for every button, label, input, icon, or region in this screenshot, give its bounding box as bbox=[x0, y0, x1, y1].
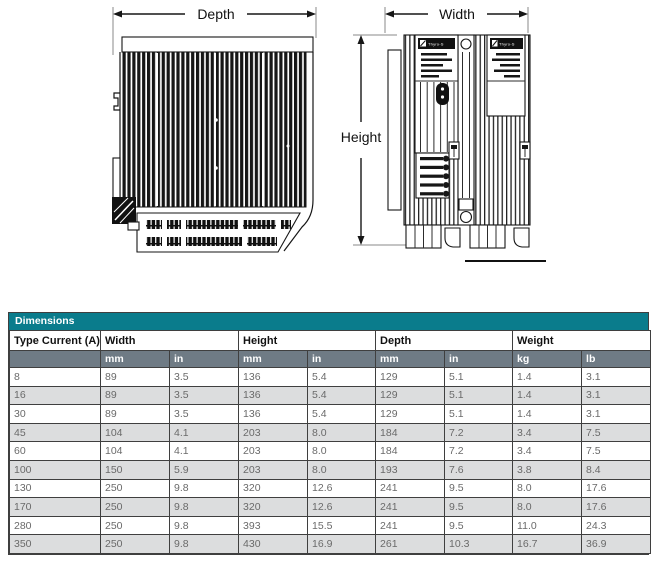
table-cell: 104 bbox=[101, 423, 170, 442]
foot-tab bbox=[445, 228, 460, 247]
unit-header: in bbox=[170, 351, 239, 368]
table-body bbox=[10, 368, 651, 554]
dimensions-table bbox=[8, 312, 649, 555]
table-cell: 136 bbox=[239, 405, 308, 424]
row-header-cell: 350 bbox=[10, 535, 101, 554]
arrow-down-icon bbox=[358, 236, 365, 245]
nameplate-label: Thyro-S bbox=[428, 41, 444, 47]
table-cell: 89 bbox=[101, 368, 170, 387]
table-cell: 9.5 bbox=[445, 479, 513, 498]
table-cell: 1.4 bbox=[513, 368, 582, 387]
table-cell: 320 bbox=[239, 479, 308, 498]
row-header-cell: 170 bbox=[10, 498, 101, 517]
terminal-block bbox=[186, 237, 242, 246]
table-cell: 11.0 bbox=[513, 516, 582, 535]
table-cell: 16.7 bbox=[513, 535, 582, 554]
table-cell: 250 bbox=[101, 498, 170, 517]
terminal-panel bbox=[137, 213, 300, 252]
table-cell: 241 bbox=[376, 479, 445, 498]
table-cell: 4.1 bbox=[170, 423, 239, 442]
unit-header: in bbox=[308, 351, 376, 368]
table-cell: 9.5 bbox=[445, 516, 513, 535]
table-cell: 5.9 bbox=[170, 460, 239, 479]
table-cell: 4.1 bbox=[170, 442, 239, 461]
screw-hole bbox=[214, 118, 218, 122]
table-row bbox=[10, 386, 651, 405]
table-cell: 129 bbox=[376, 405, 445, 424]
table-cell: 7.2 bbox=[445, 442, 513, 461]
table-cell: 89 bbox=[101, 386, 170, 405]
table-cell: 3.1 bbox=[582, 386, 651, 405]
table-cell: 430 bbox=[239, 535, 308, 554]
table-cell: 3.1 bbox=[582, 405, 651, 424]
table-cell: 136 bbox=[239, 368, 308, 387]
table-cell: 8.0 bbox=[308, 423, 376, 442]
table-cell: 203 bbox=[239, 442, 308, 461]
table-cell: 89 bbox=[101, 405, 170, 424]
table-cell: 16.9 bbox=[308, 535, 376, 554]
table-row bbox=[10, 460, 651, 479]
table-cell: 250 bbox=[101, 479, 170, 498]
table-cell: 8.0 bbox=[513, 479, 582, 498]
table-cell: 5.4 bbox=[308, 386, 376, 405]
table-cell: 393 bbox=[239, 516, 308, 535]
arrow-right-icon bbox=[519, 11, 528, 18]
table-cell: 250 bbox=[101, 516, 170, 535]
table-cell: 150 bbox=[101, 460, 170, 479]
front-view-drawing bbox=[341, 6, 546, 261]
table-cell: 8.4 bbox=[582, 460, 651, 479]
table-cell: 9.8 bbox=[170, 498, 239, 517]
table-row bbox=[10, 535, 651, 554]
dimensions-grid bbox=[9, 330, 651, 554]
table-cell: 320 bbox=[239, 498, 308, 517]
table-cell: 12.6 bbox=[308, 498, 376, 517]
screw-hole bbox=[214, 166, 218, 170]
unit-header-empty bbox=[10, 351, 101, 368]
center-strip bbox=[458, 35, 474, 225]
table-cell: 8.0 bbox=[513, 498, 582, 517]
table-cell: 184 bbox=[376, 442, 445, 461]
table-title: Dimensions bbox=[9, 313, 648, 330]
table-cell: 7.2 bbox=[445, 423, 513, 442]
column-group-width: Width bbox=[101, 331, 239, 351]
table-cell: 17.6 bbox=[582, 479, 651, 498]
table-cell: 136 bbox=[239, 386, 308, 405]
table-cell: 1.4 bbox=[513, 386, 582, 405]
table-cell: 184 bbox=[376, 423, 445, 442]
table-cell: 3.1 bbox=[582, 368, 651, 387]
nameplate-label: Thyro-S bbox=[499, 41, 515, 47]
table-cell: 7.5 bbox=[582, 442, 651, 461]
table-cell: 5.4 bbox=[308, 405, 376, 424]
table-cell: 9.8 bbox=[170, 535, 239, 554]
terminal-block bbox=[146, 237, 162, 246]
foot-tab bbox=[514, 228, 529, 247]
table-cell: 261 bbox=[376, 535, 445, 554]
row-header-cell: 8 bbox=[10, 368, 101, 387]
table-cell: 3.8 bbox=[513, 460, 582, 479]
height-dimension-label: Height bbox=[340, 129, 382, 145]
table-cell: 8.0 bbox=[308, 442, 376, 461]
unit-header: kg bbox=[513, 351, 582, 368]
unit-header: in bbox=[445, 351, 513, 368]
terminal-block bbox=[146, 220, 162, 229]
table-cell: 15.5 bbox=[308, 516, 376, 535]
table-cell: 9.5 bbox=[445, 498, 513, 517]
row-header-cell: 45 bbox=[10, 423, 101, 442]
arrow-left-icon bbox=[385, 11, 394, 18]
table-cell: 36.9 bbox=[582, 535, 651, 554]
terminal-block bbox=[243, 220, 276, 229]
table-row bbox=[10, 516, 651, 535]
terminal-block bbox=[167, 220, 181, 229]
heatsink-top-plate bbox=[122, 37, 313, 52]
table-cell: 129 bbox=[376, 368, 445, 387]
group-header-row bbox=[10, 331, 651, 351]
table-cell: 5.4 bbox=[308, 368, 376, 387]
table-cell: 104 bbox=[101, 442, 170, 461]
row-header-label: Type Current (A) bbox=[10, 331, 101, 351]
unit-header: mm bbox=[376, 351, 445, 368]
table-cell: 203 bbox=[239, 423, 308, 442]
table-cell: 17.6 bbox=[582, 498, 651, 517]
unit-header: mm bbox=[101, 351, 170, 368]
table-cell: 3.5 bbox=[170, 368, 239, 387]
arrow-right-icon bbox=[307, 11, 316, 18]
table-row bbox=[10, 442, 651, 461]
table-row bbox=[10, 405, 651, 424]
arrow-up-icon bbox=[358, 35, 365, 44]
table-cell: 12.6 bbox=[308, 479, 376, 498]
table-cell: 9.8 bbox=[170, 479, 239, 498]
table-cell: 3.5 bbox=[170, 386, 239, 405]
terminal-block bbox=[167, 237, 181, 246]
table-row bbox=[10, 498, 651, 517]
table-cell: 241 bbox=[376, 498, 445, 517]
terminal-block bbox=[247, 237, 277, 246]
table-cell: 193 bbox=[376, 460, 445, 479]
row-header-cell: 60 bbox=[10, 442, 101, 461]
table-cell: 5.1 bbox=[445, 386, 513, 405]
column-group-weight: Weight bbox=[513, 331, 651, 351]
column-group-depth: Depth bbox=[376, 331, 513, 351]
mounting-hole bbox=[461, 212, 472, 223]
row-header-cell: 130 bbox=[10, 479, 101, 498]
table-row bbox=[10, 479, 651, 498]
row-header-cell: 30 bbox=[10, 405, 101, 424]
table-row bbox=[10, 423, 651, 442]
table-cell: 5.1 bbox=[445, 405, 513, 424]
terminal-block bbox=[186, 220, 238, 229]
table-cell: 9.8 bbox=[170, 516, 239, 535]
table-cell: 250 bbox=[101, 535, 170, 554]
row-header-cell: 16 bbox=[10, 386, 101, 405]
table-cell: 24.3 bbox=[582, 516, 651, 535]
depth-dimension-label: Depth bbox=[197, 6, 235, 22]
table-cell: 7.6 bbox=[445, 460, 513, 479]
table-cell: 8.0 bbox=[308, 460, 376, 479]
terminal-block bbox=[281, 220, 291, 229]
rotary-switch bbox=[436, 83, 449, 105]
unit-header: mm bbox=[239, 351, 308, 368]
mounting-tab bbox=[113, 158, 120, 198]
table-cell: 241 bbox=[376, 516, 445, 535]
row-header-cell: 280 bbox=[10, 516, 101, 535]
row-header-cell: 100 bbox=[10, 460, 101, 479]
side-view-drawing bbox=[112, 6, 316, 252]
column-group-height: Height bbox=[239, 331, 376, 351]
table-cell: 203 bbox=[239, 460, 308, 479]
width-dimension bbox=[385, 6, 528, 33]
unit-header-row bbox=[10, 351, 651, 368]
table-cell: 1.4 bbox=[513, 405, 582, 424]
table-cell: 7.5 bbox=[582, 423, 651, 442]
arrow-left-icon bbox=[113, 11, 122, 18]
side-plate bbox=[388, 50, 401, 210]
table-cell: 3.4 bbox=[513, 423, 582, 442]
table-cell: 129 bbox=[376, 386, 445, 405]
table-cell: 3.4 bbox=[513, 442, 582, 461]
table-row bbox=[10, 368, 651, 387]
mounting-hole bbox=[461, 39, 471, 49]
table-cell: 3.5 bbox=[170, 405, 239, 424]
table-cell: 10.3 bbox=[445, 535, 513, 554]
width-dimension-label: Width bbox=[439, 6, 475, 22]
unit-header: lb bbox=[582, 351, 651, 368]
screw-hole bbox=[287, 145, 290, 148]
din-rail-hook bbox=[114, 93, 120, 110]
table-cell: 5.1 bbox=[445, 368, 513, 387]
